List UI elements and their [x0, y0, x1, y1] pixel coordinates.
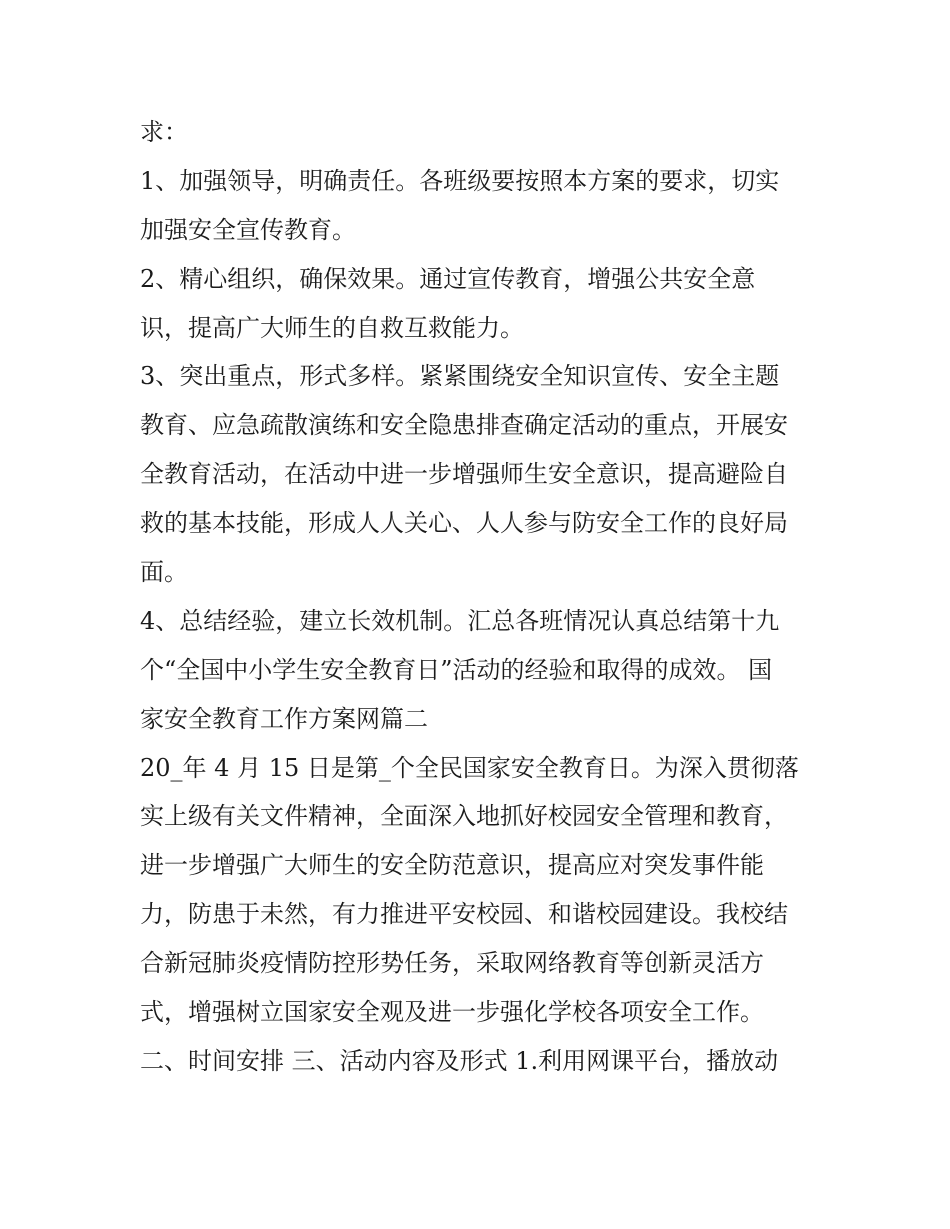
- text-line: 3、突出重点，形式多样。紧紧围绕安全知识宣传、安全主题: [140, 362, 780, 391]
- text-line: 个“全国中小学生安全教育日”活动的经验和取得的成效。 国: [140, 655, 773, 684]
- text-line: 进一步增强广大师生的安全防范意识，提高应对突发事件能: [140, 851, 764, 880]
- text-line: 教育、应急疏散演练和安全隐患排查确定活动的重点，开展安: [140, 411, 788, 440]
- text-line: 二、时间安排 三、活动内容及形式 1.利用网课平台，播放动: [140, 1046, 779, 1075]
- text-line: 求：: [140, 118, 188, 146]
- text-line: 力，防患于未然，有力推进平安校园、和谐校园建设。我校结: [140, 900, 788, 929]
- text-line: 识，提高广大师生的自救互救能力。: [140, 313, 524, 342]
- text-line: 1、加强领导，明确责任。各班级要按照本方案的要求，切实: [140, 166, 780, 195]
- text-line: 2、精心组织，确保效果。通过宣传教育，增强公共安全意: [140, 264, 756, 293]
- text-line: 4、总结经验，建立长效机制。汇总各班情况认真总结第十九: [140, 606, 780, 635]
- text-line: 家安全教育工作方案网篇二: [140, 704, 428, 733]
- text-line: 加强安全宣传教育。: [140, 215, 356, 244]
- body-text: [140, 108, 820, 1086]
- text-line: 合新冠肺炎疫情防控形势任务，采取网络教育等创新灵活方: [140, 949, 764, 978]
- text-line: 式，增强树立国家安全观及进一步强化学校各项安全工作。: [140, 998, 764, 1027]
- text-line: 全教育活动，在活动中进一步增强师生安全意识，提高避险自: [140, 460, 788, 489]
- text-line: 救的基本技能，形成人人关心、人人参与防安全工作的良好局: [140, 509, 788, 538]
- text-line: 20_年 4 月 15 日是第_个全民国家安全教育日。为深入贯彻落: [140, 753, 799, 782]
- text-line: 面。: [140, 558, 188, 587]
- text-line: 实上级有关文件精神，全面深入地抓好校园安全管理和教育，: [140, 802, 788, 831]
